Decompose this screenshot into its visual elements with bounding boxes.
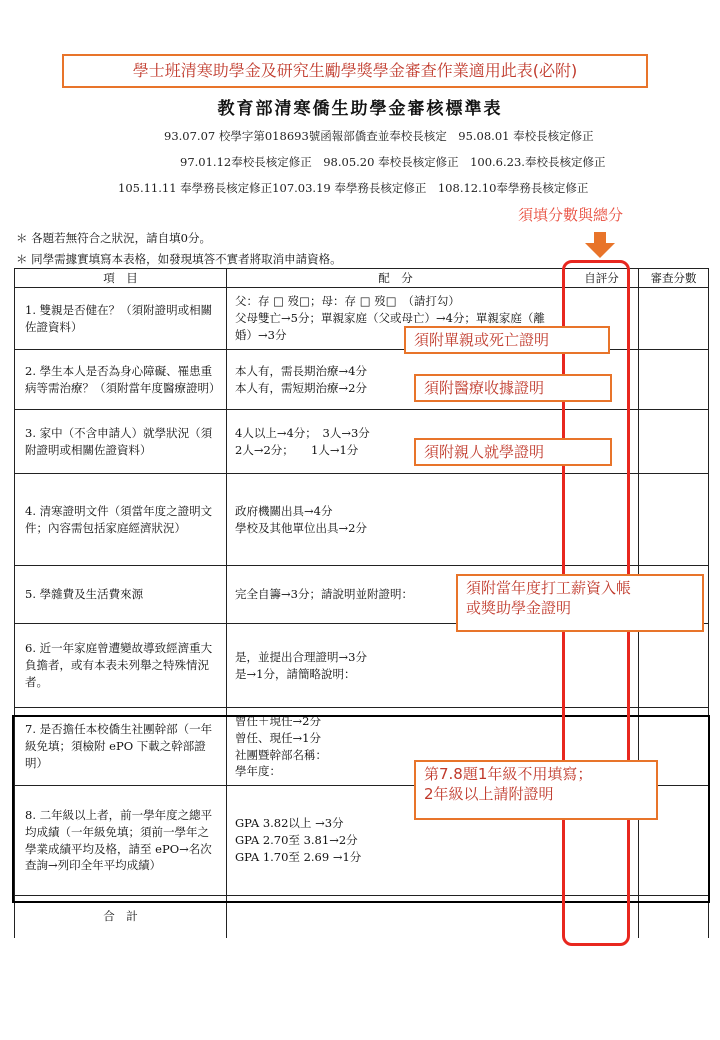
row6-score: 是，並提出合理證明→3分 是→1分，請簡略說明： bbox=[227, 624, 565, 708]
row5-score: 完全自籌→3分；請說明並附證明： bbox=[227, 566, 565, 624]
revision-line-1: 93.07.07 校學字第018693號函報部僑查並奉校長核定 95.08.01 奉校長核定修正 bbox=[164, 129, 594, 143]
row8-score: GPA 3.82以上 →3分 GPA 2.70至 3.81→2分 GPA 1.70至 2.69 →1分 bbox=[227, 786, 565, 896]
callout-income-proof-line2: 或獎助學金證明 bbox=[466, 599, 572, 618]
row2-item: 2. 學生本人是否為身心障礙、罹患重病等需治療？（須附當年度醫療證明） bbox=[15, 350, 227, 410]
row3-review-score-cell bbox=[639, 410, 709, 474]
row7-score: 曾任＋現任→2分 曾任、現任→1分 社團暨幹部名稱： 學年度： bbox=[227, 708, 565, 786]
row1-item: 1. 雙親是否健在？（須附證明或相關佐證資料） bbox=[15, 288, 227, 350]
total-label: 合 計 bbox=[15, 896, 227, 938]
row3-score: 4人以上→4分； 3人→3分 2人→2分； 1人→1分 bbox=[227, 410, 565, 474]
total-review-score-cell bbox=[639, 896, 709, 938]
row6-self-score-cell[interactable] bbox=[565, 624, 639, 708]
callout-income-proof-line1: 須附當年度打工薪資入帳 bbox=[466, 579, 632, 597]
row1-review-score-cell bbox=[639, 288, 709, 350]
row2-score: 本人有，需長期治療→4分 本人有，需短期治療→2分 bbox=[227, 350, 565, 410]
callout-income-proof bbox=[456, 574, 704, 632]
row2-review-score-cell bbox=[639, 350, 709, 410]
row1-score: 父：存 □ 歿□；母：存 □ 歿□ （請打勾） 父母雙亡→5分；單親家庭（父或母亡）→4分；單親家庭（離婚）→3分 bbox=[227, 288, 565, 350]
row4-score: 政府機關出具→4分 學校及其他單位出具→2分 bbox=[227, 474, 565, 566]
total-score-cell bbox=[227, 896, 565, 938]
row3-item: 3. 家中（不含申請人）就學狀況（須附證明或相關佐證資料） bbox=[15, 410, 227, 474]
header-self-score: 自評分 bbox=[565, 269, 639, 288]
down-arrow-icon bbox=[585, 232, 615, 258]
row4-self-score-cell[interactable] bbox=[565, 474, 639, 566]
row4-review-score-cell bbox=[639, 474, 709, 566]
callout-parent-proof: 須附單親或死亡證明 bbox=[404, 326, 610, 354]
revision-line-2: 97.01.12奉校長核定修正 98.05.20 奉校長核定修正 100.6.23.奉校長核定修正 bbox=[180, 155, 606, 169]
callout-grade-note-line2: 2年級以上請附證明 bbox=[424, 785, 554, 804]
header-score: 配 分 bbox=[227, 269, 565, 288]
row4-item: 4. 清寒證明文件（須當年度之證明文件；內容需包括家庭經濟狀況） bbox=[15, 474, 227, 566]
requirement-banner: 學士班清寒助學金及研究生勵學獎學金審查作業適用此表(必附) bbox=[62, 54, 648, 88]
callout-sibling-proof: 須附親人就學證明 bbox=[414, 438, 612, 466]
callout-grade-note bbox=[414, 760, 658, 820]
total-self-score-cell[interactable] bbox=[565, 896, 639, 938]
revision-line-3: 105.11.11 奉學務長核定修正107.03.19 奉學務長核定修正 108.12.10奉學務長核定修正 bbox=[118, 181, 589, 195]
score-fill-note: 須填分數與總分 bbox=[518, 206, 624, 224]
row8-item: 8. 二年級以上者，前一學年度之總平均成績（一年級免填；須前一學年之學業成績平均及格，請至 ePO→名次查詢→列印全年平均成績） bbox=[15, 786, 227, 896]
header-review-score: 審查分數 bbox=[639, 269, 709, 288]
row6-item: 6. 近一年家庭曾遭變故導致經濟重大負擔者，或有本表未列舉之特殊情況者。 bbox=[15, 624, 227, 708]
page-title: 教育部清寒僑生助學金審核標準表 bbox=[217, 99, 503, 119]
note-truthful: ＊ 同學需據實填寫本表格，如發現填答不實者將取消申請資格。 bbox=[16, 252, 342, 266]
row5-item: 5. 學雜費及生活費來源 bbox=[15, 566, 227, 624]
callout-grade-note-line1: 第7.8題1年級不用填寫； bbox=[424, 765, 593, 783]
row7-item: 7. 是否擔任本校僑生社團幹部（一年級免填；須檢附 ePO 下載之幹部證明） bbox=[15, 708, 227, 786]
row6-review-score-cell bbox=[639, 624, 709, 708]
note-zero-score: ＊ 各題若無符合之狀況，請自填0分。 bbox=[16, 231, 211, 245]
callout-medical-proof: 須附醫療收據證明 bbox=[414, 374, 612, 402]
header-item: 項 目 bbox=[15, 269, 227, 288]
